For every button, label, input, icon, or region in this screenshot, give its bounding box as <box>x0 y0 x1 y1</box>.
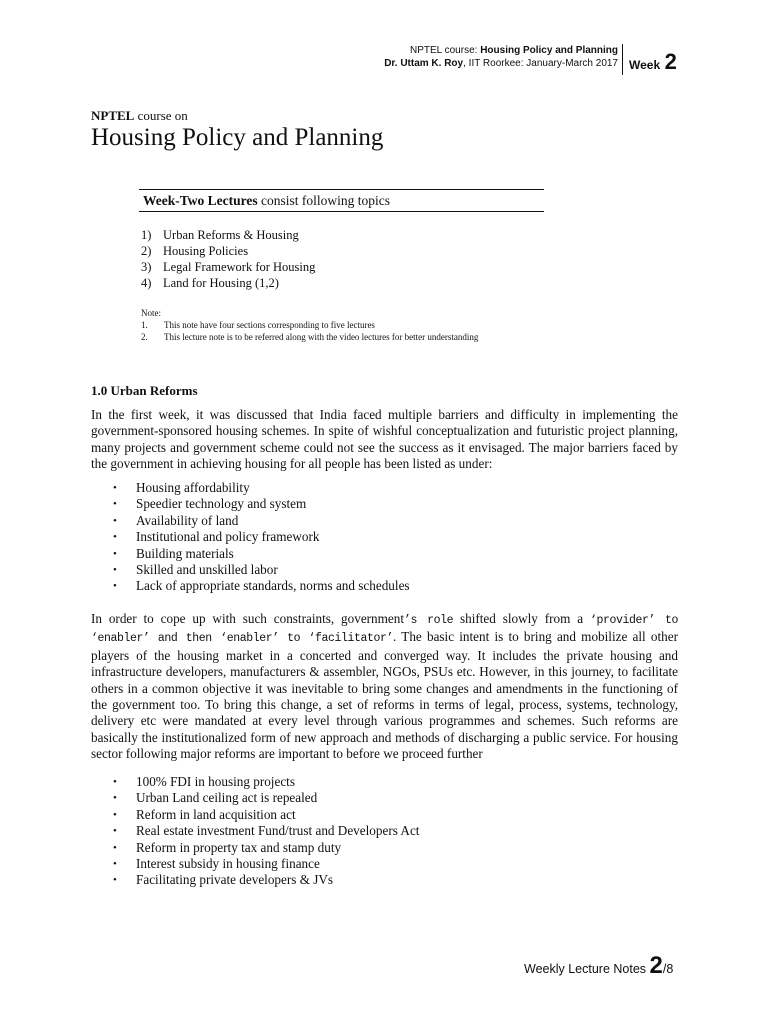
header-author: Dr. Uttam K. Roy <box>384 58 464 69</box>
list-item: • Urban Land ceiling act is repealed <box>113 790 419 806</box>
note-item: 1. This note have four sections corresponding to five lectures <box>141 320 375 330</box>
header-divider <box>622 44 623 75</box>
list-item: 2) Housing Policies <box>141 244 249 258</box>
topics-list <box>141 227 315 291</box>
list-item: 3) Legal Framework for Housing <box>141 260 316 274</box>
note-item: 2. This lecture note is to be referred along with the video lectures for better understanding <box>141 332 479 342</box>
header-course-name: Housing Policy and Planning <box>480 45 618 56</box>
week-topics-heading: Week-Two Lectures consist following topics <box>143 193 390 208</box>
list-item: • Reform in land acquisition act <box>113 807 419 823</box>
divider-top <box>139 189 544 190</box>
list-item: • Reform in property tax and stamp duty <box>113 840 419 856</box>
list-item: • Facilitating private developers & JVs <box>113 872 419 888</box>
list-item: • Housing affordability <box>113 480 410 496</box>
paragraph-reforms: In order to cope up with such constraints, government’s role shifted slowly from a ‘provider’ to ‘enabler’ and then ‘enabler’ to ‘facilitator’. The basic intent is to bring and mobilize all other players of the housing market in a concerted and converged way. It includes the private housing and infrastructure developers, manufacturers & assembler, NGOs, PSUs etc. However, in this journey, to facilitate others in a common objective it was inevitable to bring some changes and amendments in the functioning of the government too. To bring this change, a set of reforms in terms of legal, process, systems, technology, delivery etc were mandated at every level through various programmes and schemes. Such reforms are basically the institutionalized form of new approach and methods of discharging a public service. For housing sector following major reforms are important to before we proceed further <box>91 611 679 762</box>
week-badge <box>629 49 677 75</box>
page-total: /8 <box>662 962 674 976</box>
header-author-line: Dr. Uttam K. Roy, IIT Roorkee: January-March 2017 <box>384 58 618 69</box>
footer-label: Weekly Lecture Notes <box>524 962 650 976</box>
week-number: 2 <box>664 49 677 74</box>
list-item: • Availability of land <box>113 513 410 529</box>
list-item: • Lack of appropriate standards, norms and schedules <box>113 578 410 594</box>
list-item: 4) Land for Housing (1,2) <box>141 276 279 290</box>
page-header <box>384 44 618 70</box>
list-item: • Speedier technology and system <box>113 496 410 512</box>
reforms-list <box>113 774 419 889</box>
header-course-line: NPTEL course: Housing Policy and Planning <box>409 45 618 56</box>
note-label: Note: <box>141 308 161 318</box>
page-title: Housing Policy and Planning <box>91 124 384 151</box>
page-footer <box>524 952 673 980</box>
list-item: • Real estate investment Fund/trust and Developers Act <box>113 823 419 839</box>
list-item: • Interest subsidy in housing finance <box>113 856 419 872</box>
divider-bottom <box>139 211 544 212</box>
course-intro: NPTEL course on <box>91 108 188 123</box>
paragraph-intro: In the first week, it was discussed that India faced multiple barriers and difficulty in implementing the government-sponsored housing schemes. In spite of wishful conceptualization and futuristic project planning, many projects and government scheme could not see the success as it envisaged. The major barriers faced by the government in achieving housing for all people has been listed as under: <box>91 407 678 472</box>
list-item: • Skilled and unskilled labor <box>113 562 410 578</box>
note-block <box>141 307 478 343</box>
page-number: 2 <box>649 952 663 979</box>
list-item: • Building materials <box>113 546 410 562</box>
list-item: • 100% FDI in housing projects <box>113 774 419 790</box>
list-item: • Institutional and policy framework <box>113 529 410 545</box>
list-item: 1) Urban Reforms & Housing <box>141 228 299 242</box>
nptel-label: NPTEL <box>91 108 135 123</box>
section-heading: 1.0 Urban Reforms <box>91 383 198 398</box>
week-label: Week <box>629 58 661 72</box>
barriers-list <box>113 480 410 595</box>
